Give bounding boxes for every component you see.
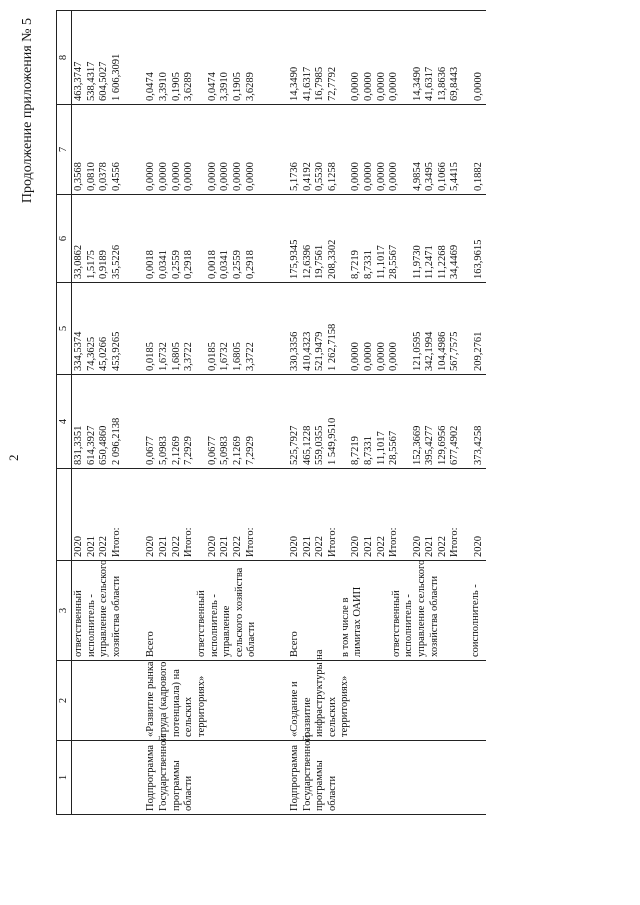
cell-line: 0,0018 (206, 250, 218, 279)
cell-executor-list (123, 561, 259, 661)
cell-col7-values (72, 105, 124, 195)
cell-line: 2,1269 (170, 436, 182, 465)
column-header-8: 8 (57, 11, 72, 105)
cell-line: 0,0000 (362, 162, 374, 191)
cell-line: 2022 (375, 536, 387, 557)
cell-line: 0,0341 (157, 250, 169, 279)
group-gap (462, 14, 473, 101)
cell-line: 0,5530 (314, 162, 326, 191)
cell-line: «Создание и (288, 681, 300, 737)
cell-line: 0,0000 (375, 342, 387, 371)
group-gap (196, 198, 207, 279)
cell-line: 2020 (350, 536, 362, 557)
cell-line: 33,0862 (73, 244, 84, 279)
cell-line: 0,0000 (183, 162, 195, 191)
cell-line: 0,2918 (244, 250, 256, 279)
cell-line: 3,3722 (183, 342, 195, 371)
column-header-2: 2 (57, 661, 72, 741)
cell-line: 330,3356 (288, 331, 300, 371)
cell-line: 3,6289 (244, 72, 256, 101)
cell-line: 45,0266 (98, 336, 110, 371)
cell-col6-values (72, 195, 124, 283)
column-header-3: 3 (57, 561, 72, 661)
group-gap (339, 14, 350, 101)
column-header-6: 6 (57, 195, 72, 283)
cell-line: соисполнитель - (470, 584, 482, 657)
cell-line: 342,1994 (424, 331, 436, 371)
cell-program-title (72, 661, 124, 741)
table-row-subprogram-infrastructure (259, 11, 486, 815)
cell-col5-values (259, 283, 486, 375)
group-gap (339, 378, 350, 465)
cell-line: области (326, 775, 338, 811)
cell-line: программы (314, 760, 326, 811)
cell-line: 0,0185 (206, 342, 218, 371)
cell-line: 0,0810 (85, 162, 97, 191)
cell-line: 2 096,2138 (110, 417, 122, 465)
cell-line: труда (кадрового (157, 661, 169, 737)
cell-line: развитие (301, 697, 313, 737)
cell-line: 2021 (85, 536, 97, 557)
cell-line: 5,0983 (219, 436, 231, 465)
cell-line: Подпрограмма (288, 744, 300, 811)
cell-line: 0,1882 (473, 162, 485, 191)
cell-line: 4,9854 (411, 162, 423, 191)
cell-line: 614,3927 (85, 425, 97, 465)
cell-line: 2021 (362, 536, 374, 557)
column-header-7: 7 (57, 105, 72, 195)
cell-line: 1,6732 (157, 342, 169, 371)
cell-program-name (72, 741, 124, 815)
cell-line: 0,0341 (219, 250, 231, 279)
cell-line: 129,6956 (436, 425, 448, 465)
cell-line: сельских (183, 696, 195, 737)
cell-line: 3,3910 (219, 72, 231, 101)
cell-line: 2020 (288, 536, 300, 557)
cell-line: 0,0000 (231, 162, 243, 191)
cell-line: 175,9345 (288, 239, 300, 279)
cell-line: Всего (288, 631, 300, 657)
cell-line: 1,6805 (231, 342, 243, 371)
table-row-program-total (72, 11, 124, 815)
column-header-5: 5 (57, 283, 72, 375)
cell-line: 2022 (98, 536, 110, 557)
cell-line: 3,3722 (244, 342, 256, 371)
cell-line: 8,7219 (350, 250, 362, 279)
cell-line: территориях» (339, 675, 351, 737)
cell-line: 0,0378 (98, 162, 110, 191)
cell-line: 2022 (170, 536, 182, 557)
cell-line: сельских (326, 696, 338, 737)
cell-line: территориях» (195, 675, 207, 737)
cell-col7-values (259, 105, 486, 195)
cell-line: инфраструктуры на (314, 649, 326, 737)
cell-line: 410,4323 (301, 331, 313, 371)
cell-line: 8,7331 (362, 250, 374, 279)
group-gap (462, 378, 473, 465)
cell-line: 0,4192 (301, 162, 313, 191)
cell-line: 0,0000 (145, 162, 157, 191)
header-row (57, 11, 72, 815)
cell-executor-list (259, 561, 486, 661)
group-gap (339, 286, 350, 371)
cell-line: 0,0000 (473, 72, 485, 101)
cell-col6-values (259, 195, 486, 283)
column-header-1: 1 (57, 741, 72, 815)
cell-line: 121,0595 (411, 331, 423, 371)
group-gap (401, 108, 412, 191)
group-gap (462, 286, 473, 371)
cell-line: 72,7792 (326, 66, 338, 101)
cell-line: 0,0000 (350, 72, 362, 101)
cell-years (72, 469, 124, 561)
cell-line: «Развитие рынка (145, 661, 157, 737)
cell-line: 14,3490 (288, 66, 300, 101)
group-gap (339, 198, 350, 279)
cell-line: ответственный (390, 590, 402, 657)
cell-col4-values (259, 375, 486, 469)
cell-col5-values (72, 283, 124, 375)
cell-line: 11,1017 (375, 431, 387, 465)
cell-line: 0,0000 (388, 72, 400, 101)
group-gap (339, 108, 350, 191)
cell-line: 453,9265 (110, 331, 122, 371)
cell-line: 28,5567 (388, 244, 400, 279)
cell-line: хозяйства области (110, 575, 122, 657)
cell-line: 521,9479 (314, 331, 326, 371)
cell-line: 2021 (157, 536, 169, 557)
cell-line: 0,9189 (98, 250, 110, 279)
cell-line: 6,1258 (326, 162, 338, 191)
cell-line: 0,3495 (424, 162, 436, 191)
table-row-subprogram-labor (123, 11, 259, 815)
cell-line: 2020 (473, 536, 485, 557)
cell-line: 11,1017 (375, 245, 387, 279)
group-gap (462, 108, 473, 191)
cell-line: исполнитель - (208, 594, 220, 657)
cell-line: 525,7927 (288, 425, 300, 465)
cell-line: 0,0000 (375, 72, 387, 101)
cell-line: 1,5175 (85, 250, 97, 279)
cell-line: 2022 (314, 536, 326, 557)
cell-line: 1 262,7158 (326, 323, 338, 371)
cell-line: 2022 (436, 536, 448, 557)
group-gap (401, 472, 412, 557)
cell-line: в том числе в (339, 597, 351, 657)
cell-subprogram-title (123, 661, 259, 741)
cell-line: 8,7331 (362, 436, 374, 465)
group-gap (196, 286, 207, 371)
cell-col8-values (123, 11, 259, 105)
cell-line: Итого: (110, 527, 122, 557)
cell-line: 0,0000 (170, 162, 182, 191)
group-gap (196, 14, 207, 101)
cell-line: 1,6732 (219, 342, 231, 371)
cell-line: исполнитель - (403, 594, 415, 657)
group-gap (401, 286, 412, 371)
cell-line: 35,5226 (110, 244, 122, 279)
cell-line: 567,7575 (449, 331, 461, 371)
cell-line: 2020 (411, 536, 423, 557)
cell-line: 163,9615 (473, 239, 485, 279)
cell-line: 69,8443 (449, 66, 461, 101)
column-header-year (57, 469, 72, 561)
cell-line: 0,2918 (183, 250, 195, 279)
cell-line: потенциала) на (170, 669, 182, 737)
cell-line: 208,3302 (326, 239, 338, 279)
cell-line: программы (170, 760, 182, 811)
cell-line: 8,7219 (350, 436, 362, 465)
page-number: 2 (6, 454, 21, 461)
cell-line: 0,0000 (375, 162, 387, 191)
cell-line: 559,0355 (314, 425, 326, 465)
cell-line: 2021 (219, 536, 231, 557)
cell-line: 74,3625 (85, 336, 97, 371)
cell-line: 19,7561 (314, 244, 326, 279)
cell-line: 0,4556 (110, 162, 122, 191)
cell-line: Всего (145, 631, 157, 657)
group-gap (196, 472, 207, 557)
continuation-title: Продолжение приложения № 5 (20, 18, 35, 204)
cell-line: 0,0000 (388, 162, 400, 191)
cell-line: 465,1228 (301, 425, 313, 465)
cell-line: Государственной (157, 735, 169, 811)
cell-line: Итого: (183, 527, 195, 557)
cell-line: 41,6317 (424, 66, 436, 101)
cell-line: области (183, 775, 195, 811)
cell-line: 5,0983 (157, 436, 169, 465)
cell-line: Итого: (244, 527, 256, 557)
cell-line: 395,4277 (424, 425, 436, 465)
cell-line: 0,0474 (145, 72, 157, 101)
cell-line: ответственный (73, 590, 84, 657)
cell-line: Итого: (326, 527, 338, 557)
cell-line: 0,0474 (206, 72, 218, 101)
cell-line: 0,0677 (145, 436, 157, 465)
cell-line: 3,3910 (157, 72, 169, 101)
cell-line: управление сельского (415, 559, 427, 657)
cell-line: 0,2559 (231, 250, 243, 279)
budget-table (56, 10, 486, 815)
cell-line: Государственной (301, 735, 313, 811)
cell-line: 34,4469 (449, 244, 461, 279)
cell-line: управление (221, 605, 233, 657)
cell-line: 0,0000 (362, 342, 374, 371)
cell-col5-values (123, 283, 259, 375)
cell-line: управление сельского (98, 559, 110, 657)
cell-years (123, 469, 259, 561)
cell-line: 2,1269 (231, 436, 243, 465)
cell-line: 334,5374 (73, 331, 84, 371)
cell-subprogram-title (259, 649, 486, 741)
cell-line: 209,2761 (473, 331, 485, 371)
cell-line: области (246, 621, 258, 657)
cell-line: 7,2929 (244, 436, 256, 465)
cell-line: Итого: (449, 527, 461, 557)
cell-line: 0,0018 (145, 250, 157, 279)
cell-line: хозяйства области (428, 575, 440, 657)
cell-line: сельского хозяйства (233, 567, 245, 657)
group-gap (401, 378, 412, 465)
cell-line: 3,6289 (183, 72, 195, 101)
cell-line: 0,0000 (206, 162, 218, 191)
cell-line: 0,3568 (73, 162, 84, 191)
cell-line: 11,2471 (424, 245, 436, 279)
cell-line: 2020 (206, 536, 218, 557)
cell-line: 677,4902 (449, 425, 461, 465)
cell-col8-values (72, 11, 124, 105)
cell-line: 0,0000 (157, 162, 169, 191)
cell-subprogram-name (259, 735, 486, 815)
cell-line: 2020 (145, 536, 157, 557)
cell-col7-values (123, 105, 259, 195)
cell-line: 604,5027 (98, 61, 110, 101)
cell-line: лимитах ОАИП (352, 586, 364, 657)
cell-line: 0,0000 (244, 162, 256, 191)
cell-line: 0,1905 (231, 72, 243, 101)
cell-line: 0,0000 (350, 342, 362, 371)
column-header-4: 4 (57, 375, 72, 469)
cell-line: 538,4317 (85, 61, 97, 101)
cell-line: 0,0185 (145, 342, 157, 371)
cell-line: 5,1736 (288, 162, 300, 191)
group-gap (196, 378, 207, 465)
cell-line: 14,3490 (411, 66, 423, 101)
cell-line: 2021 (424, 536, 436, 557)
cell-years (259, 469, 486, 561)
cell-line: 373,4258 (473, 425, 485, 465)
group-gap (401, 14, 412, 101)
cell-col4-values (72, 375, 124, 469)
cell-line: 0,0677 (206, 436, 218, 465)
cell-line: 1,6805 (170, 342, 182, 371)
cell-col6-values (123, 195, 259, 283)
cell-line: 16,7985 (314, 66, 326, 101)
cell-col8-values (259, 11, 486, 105)
cell-line: 7,2929 (183, 436, 195, 465)
cell-line: 1 606,3091 (110, 53, 122, 101)
cell-line: 13,8636 (436, 66, 448, 101)
cell-subprogram-name (123, 735, 259, 815)
cell-line: 463,3747 (73, 61, 84, 101)
cell-line: 11,9730 (411, 245, 423, 279)
cell-line: 5,4415 (449, 162, 461, 191)
group-gap (401, 198, 412, 279)
cell-line: ответственный (195, 590, 207, 657)
cell-line: 2022 (231, 536, 243, 557)
cell-line: 11,2268 (436, 245, 448, 279)
cell-line: Итого: (388, 527, 400, 557)
cell-line: 650,4860 (98, 425, 110, 465)
cell-line: 41,6317 (301, 66, 313, 101)
cell-line: Подпрограмма (145, 744, 157, 811)
cell-line: 12,6396 (301, 244, 313, 279)
group-gap (462, 198, 473, 279)
group-gap (339, 472, 350, 557)
group-gap (196, 108, 207, 191)
cell-line: 0,0000 (362, 72, 374, 101)
cell-line: 0,0000 (388, 342, 400, 371)
cell-line: 0,1066 (436, 162, 448, 191)
cell-line: 104,4986 (436, 331, 448, 371)
cell-line: 2020 (73, 536, 84, 557)
cell-line: 0,0000 (219, 162, 231, 191)
cell-executor (72, 561, 124, 661)
cell-line: 152,3669 (411, 425, 423, 465)
group-gap (462, 472, 473, 557)
cell-line: 0,1905 (170, 72, 182, 101)
cell-line: 831,3351 (73, 425, 84, 465)
cell-line: 1 549,9510 (326, 417, 338, 465)
cell-line: исполнитель - (85, 594, 97, 657)
cell-line: 0,2559 (170, 250, 182, 279)
cell-line: 2021 (301, 536, 313, 557)
cell-line: 0,0000 (350, 162, 362, 191)
cell-line: 28,5567 (388, 430, 400, 465)
cell-col4-values (123, 375, 259, 469)
